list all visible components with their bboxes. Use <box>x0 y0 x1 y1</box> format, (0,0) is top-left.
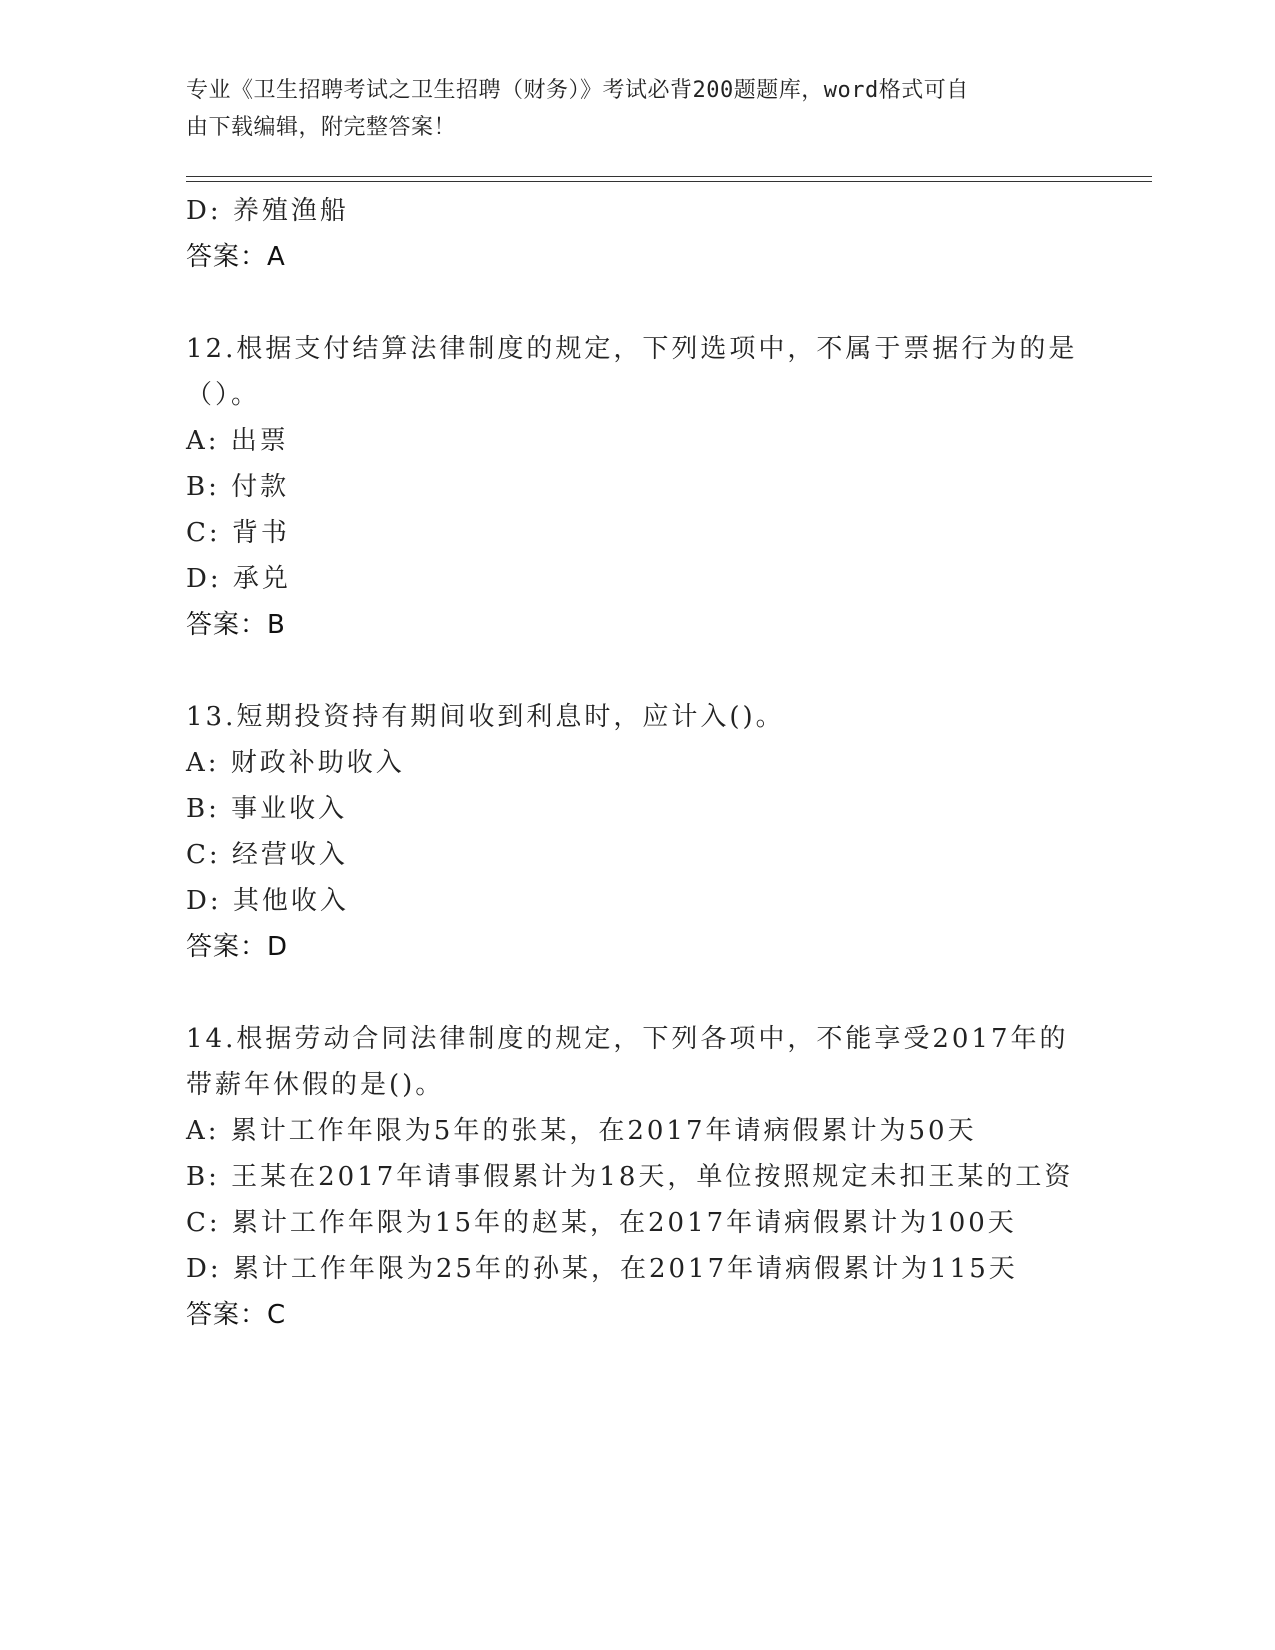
header-line-2: 由下载编辑，附完整答案！ <box>186 115 457 140</box>
option-b: B: 王某在2017年请事假累计为18天，单位按照规定未扣王某的工资 <box>186 1162 1074 1192</box>
option-d: D: 承兑 <box>186 564 291 594</box>
header-divider-top <box>186 176 1152 177</box>
option-c: C: 背书 <box>186 518 290 548</box>
spacer <box>186 648 1146 694</box>
answer-line: 答案：C <box>186 1300 287 1330</box>
option-d: D: 其他收入 <box>186 886 349 916</box>
option-d: D: 养殖渔船 <box>186 196 349 226</box>
question-stem: 14.根据劳动合同法律制度的规定，下列各项中，不能享受2017年的 <box>186 1024 1069 1054</box>
answer-line: 答案：B <box>186 610 286 640</box>
question-stem-continued: 带薪年休假的是()。 <box>186 1070 445 1100</box>
option-a: A: 出票 <box>186 426 289 456</box>
option-a: A: 财政补助收入 <box>186 748 405 778</box>
spacer <box>186 970 1146 1016</box>
question-14 <box>186 1016 1146 1338</box>
option-b: B: 付款 <box>186 472 290 502</box>
option-c: C: 经营收入 <box>186 840 348 870</box>
header-divider-bottom <box>186 181 1152 182</box>
question-12 <box>186 326 1146 648</box>
answer-line: 答案：A <box>186 242 286 272</box>
option-d: D: 累计工作年限为25年的孙某，在2017年请病假累计为115天 <box>186 1254 1018 1284</box>
question-13 <box>186 694 1146 970</box>
question-stem: 13.短期投资持有期间收到利息时，应计入()。 <box>186 702 785 732</box>
question-stem: 12.根据支付结算法律制度的规定，下列选项中，不属于票据行为的是 <box>186 334 1078 364</box>
spacer <box>186 280 1146 326</box>
answer-line: 答案：D <box>186 932 289 962</box>
option-c: C: 累计工作年限为15年的赵某，在2017年请病假累计为100天 <box>186 1208 1017 1238</box>
option-a: A: 累计工作年限为5年的张某，在2017年请病假累计为50天 <box>186 1116 977 1146</box>
question-content <box>186 188 1146 1338</box>
question-stem-continued: （）。 <box>186 380 261 410</box>
option-b: B: 事业收入 <box>186 794 348 824</box>
header-line-1: 专业《卫生招聘考试之卫生招聘（财务）》考试必背200题题库，word格式可自 <box>186 78 969 103</box>
document-header <box>186 72 1086 146</box>
